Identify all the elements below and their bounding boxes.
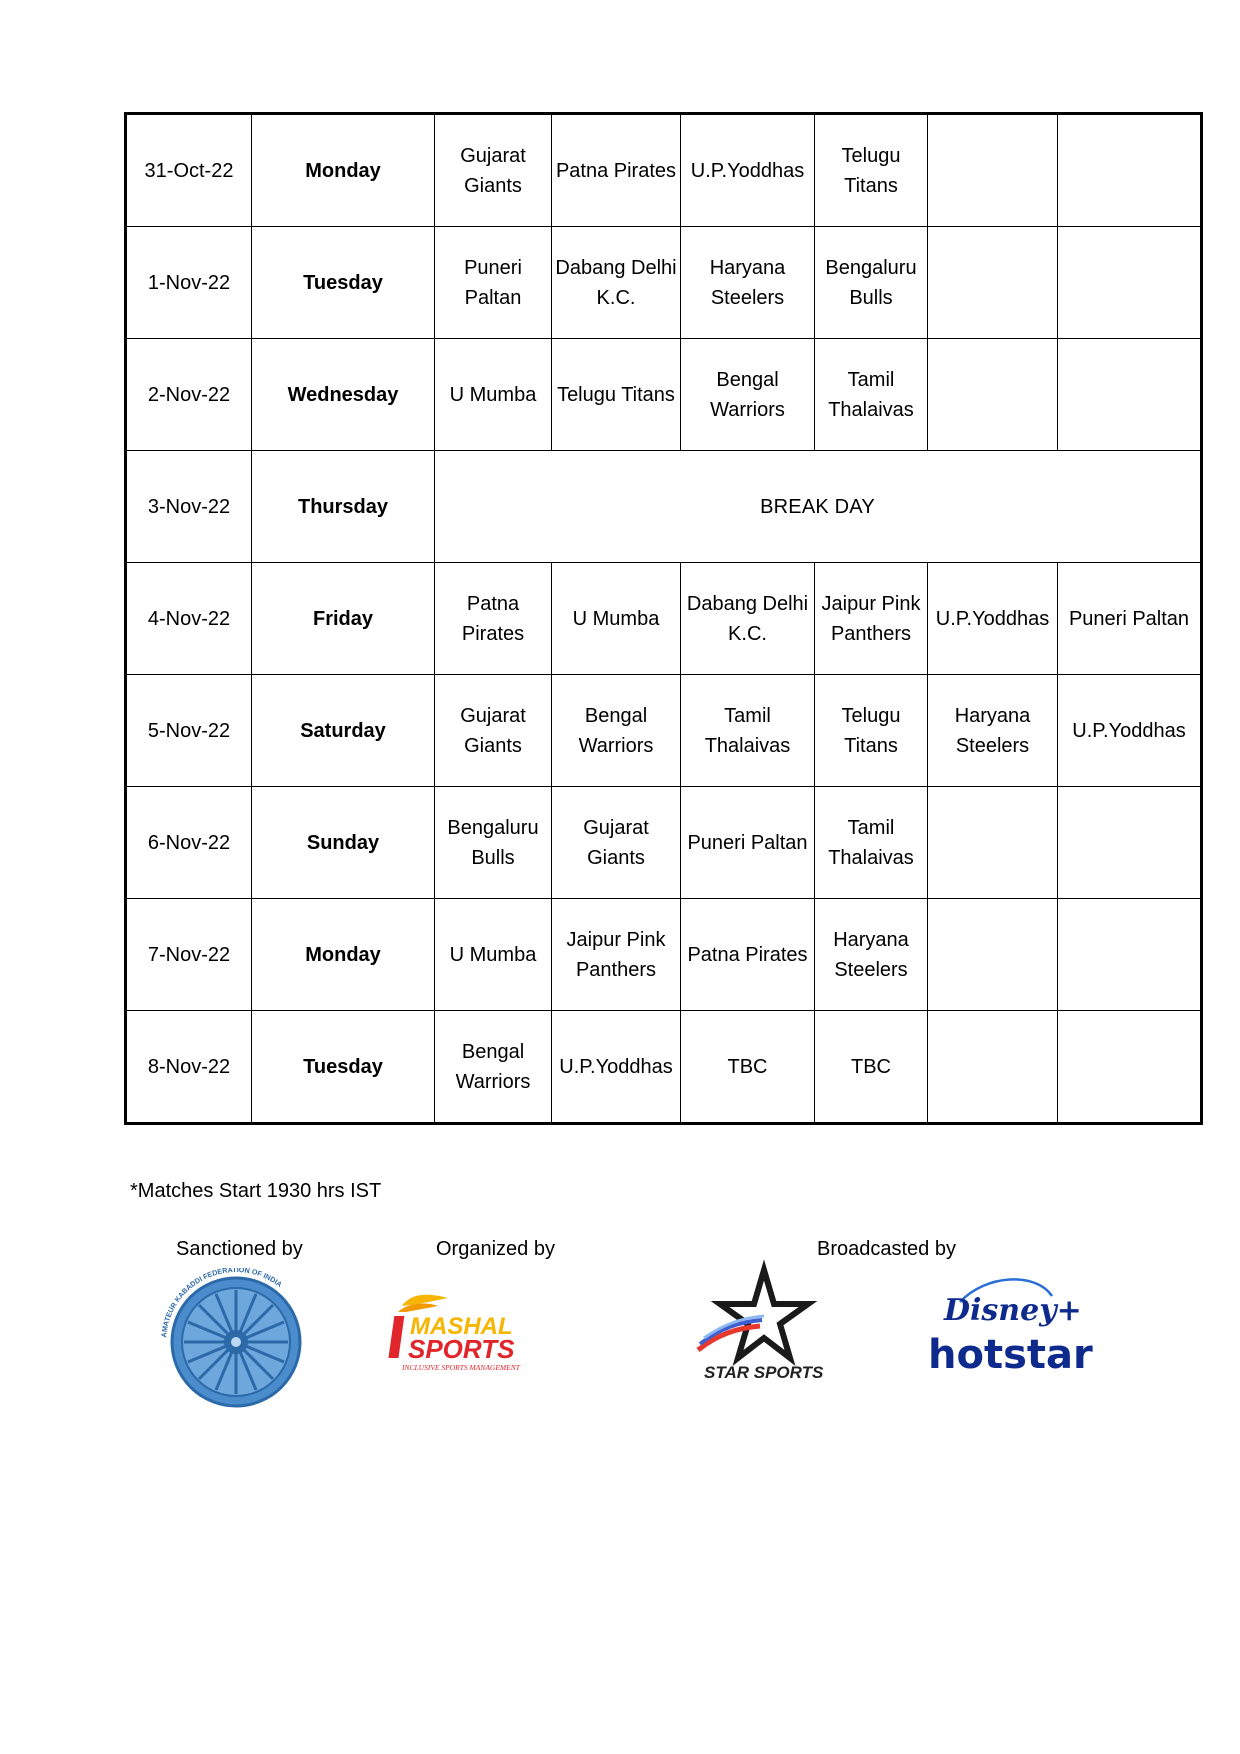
team-cell: Gujarat Giants [552, 787, 681, 899]
team-cell: TBC [815, 1011, 928, 1124]
disney-hotstar-logo [926, 1268, 1093, 1380]
day-cell: Monday [252, 114, 435, 227]
team-cell: Puneri Paltan [1058, 563, 1202, 675]
star-sports-logo [694, 1264, 854, 1384]
team-cell: Jaipur Pink Panthers [815, 563, 928, 675]
schedule-row [126, 675, 1202, 787]
date-cell: 3-Nov-22 [126, 451, 252, 563]
team-cell [1058, 227, 1202, 339]
day-cell: Monday [252, 899, 435, 1011]
schedule-row [126, 899, 1202, 1011]
disney-plus-text: Disney+ [944, 1293, 1082, 1328]
team-cell [928, 899, 1058, 1011]
schedule-table [124, 112, 1203, 1125]
date-cell: 4-Nov-22 [126, 563, 252, 675]
team-cell: Patna Pirates [435, 563, 552, 675]
team-cell: Haryana Steelers [928, 675, 1058, 787]
day-cell: Tuesday [252, 1011, 435, 1124]
team-cell: Telugu Titans [815, 675, 928, 787]
date-cell: 2-Nov-22 [126, 339, 252, 451]
team-cell: Telugu Titans [552, 339, 681, 451]
team-cell: U.P.Yoddhas [1058, 675, 1202, 787]
matches-start-note: *Matches Start 1930 hrs IST [130, 1180, 382, 1202]
team-cell: Tamil Thalaivas [681, 675, 815, 787]
schedule-row [126, 787, 1202, 899]
day-cell: Friday [252, 563, 435, 675]
team-cell: Haryana Steelers [815, 899, 928, 1011]
team-cell: Gujarat Giants [435, 675, 552, 787]
team-cell: Dabang Delhi K.C. [552, 227, 681, 339]
schedule-row [126, 563, 1202, 675]
team-cell: Tamil Thalaivas [815, 787, 928, 899]
day-cell: Tuesday [252, 227, 435, 339]
schedule-body [126, 114, 1202, 1124]
team-cell: Bengal Warriors [552, 675, 681, 787]
team-cell: TBC [681, 1011, 815, 1124]
team-cell [1058, 339, 1202, 451]
team-cell: Jaipur Pink Panthers [552, 899, 681, 1011]
team-cell: Bengaluru Bulls [815, 227, 928, 339]
team-cell: U Mumba [552, 563, 681, 675]
team-cell: U Mumba [435, 899, 552, 1011]
broadcast-label: Broadcasted by [817, 1238, 956, 1260]
akfi-logo [148, 1268, 324, 1410]
team-cell: Patna Pirates [552, 114, 681, 227]
date-cell: 1-Nov-22 [126, 227, 252, 339]
team-cell [928, 114, 1058, 227]
team-cell: Bengal Warriors [681, 339, 815, 451]
team-cell [1058, 1011, 1202, 1124]
team-cell: Bengal Warriors [435, 1011, 552, 1124]
team-cell: Puneri Paltan [681, 787, 815, 899]
team-cell [1058, 787, 1202, 899]
team-cell: U.P.Yoddhas [552, 1011, 681, 1124]
team-cell [928, 227, 1058, 339]
sanctioned-label: Sanctioned by [176, 1238, 303, 1260]
hotstar-text: hotstar [928, 1332, 1093, 1378]
team-cell [1058, 899, 1202, 1011]
team-cell: U Mumba [435, 339, 552, 451]
team-cell: Patna Pirates [681, 899, 815, 1011]
team-cell: Bengaluru Bulls [435, 787, 552, 899]
mashal-word: MASHAL [410, 1313, 513, 1340]
team-cell [1058, 114, 1202, 227]
break-day-cell: BREAK DAY [435, 451, 1202, 563]
team-cell: Gujarat Giants [435, 114, 552, 227]
team-cell: Dabang Delhi K.C. [681, 563, 815, 675]
sports-word: SPORTS [408, 1334, 515, 1364]
team-cell: Telugu Titans [815, 114, 928, 227]
schedule-row [126, 451, 1202, 563]
organized-label: Organized by [436, 1238, 555, 1260]
schedule-row [126, 227, 1202, 339]
star-sports-text: STAR SPORTS [704, 1363, 824, 1382]
date-cell: 8-Nov-22 [126, 1011, 252, 1124]
schedule-row [126, 339, 1202, 451]
akfi-logo-text: AMATEUR KABADDI FEDERATION OF INDIA [159, 1268, 284, 1338]
team-cell [928, 787, 1058, 899]
schedule-row [126, 1011, 1202, 1124]
day-cell: Wednesday [252, 339, 435, 451]
date-cell: 6-Nov-22 [126, 787, 252, 899]
date-cell: 5-Nov-22 [126, 675, 252, 787]
day-cell: Thursday [252, 451, 435, 563]
team-cell: Haryana Steelers [681, 227, 815, 339]
day-cell: Sunday [252, 787, 435, 899]
star-icon [720, 1270, 808, 1358]
date-cell: 31-Oct-22 [126, 114, 252, 227]
date-cell: 7-Nov-22 [126, 899, 252, 1011]
team-cell: U.P.Yoddhas [681, 114, 815, 227]
day-cell: Saturday [252, 675, 435, 787]
team-cell: U.P.Yoddhas [928, 563, 1058, 675]
team-cell: Tamil Thalaivas [815, 339, 928, 451]
team-cell: Puneri Paltan [435, 227, 552, 339]
team-cell [928, 339, 1058, 451]
team-cell [928, 1011, 1058, 1124]
mashal-tagline: INCLUSIVE SPORTS MANAGEMENT [402, 1363, 520, 1372]
schedule-row [126, 114, 1202, 227]
mashal-sports-logo [388, 1290, 598, 1376]
